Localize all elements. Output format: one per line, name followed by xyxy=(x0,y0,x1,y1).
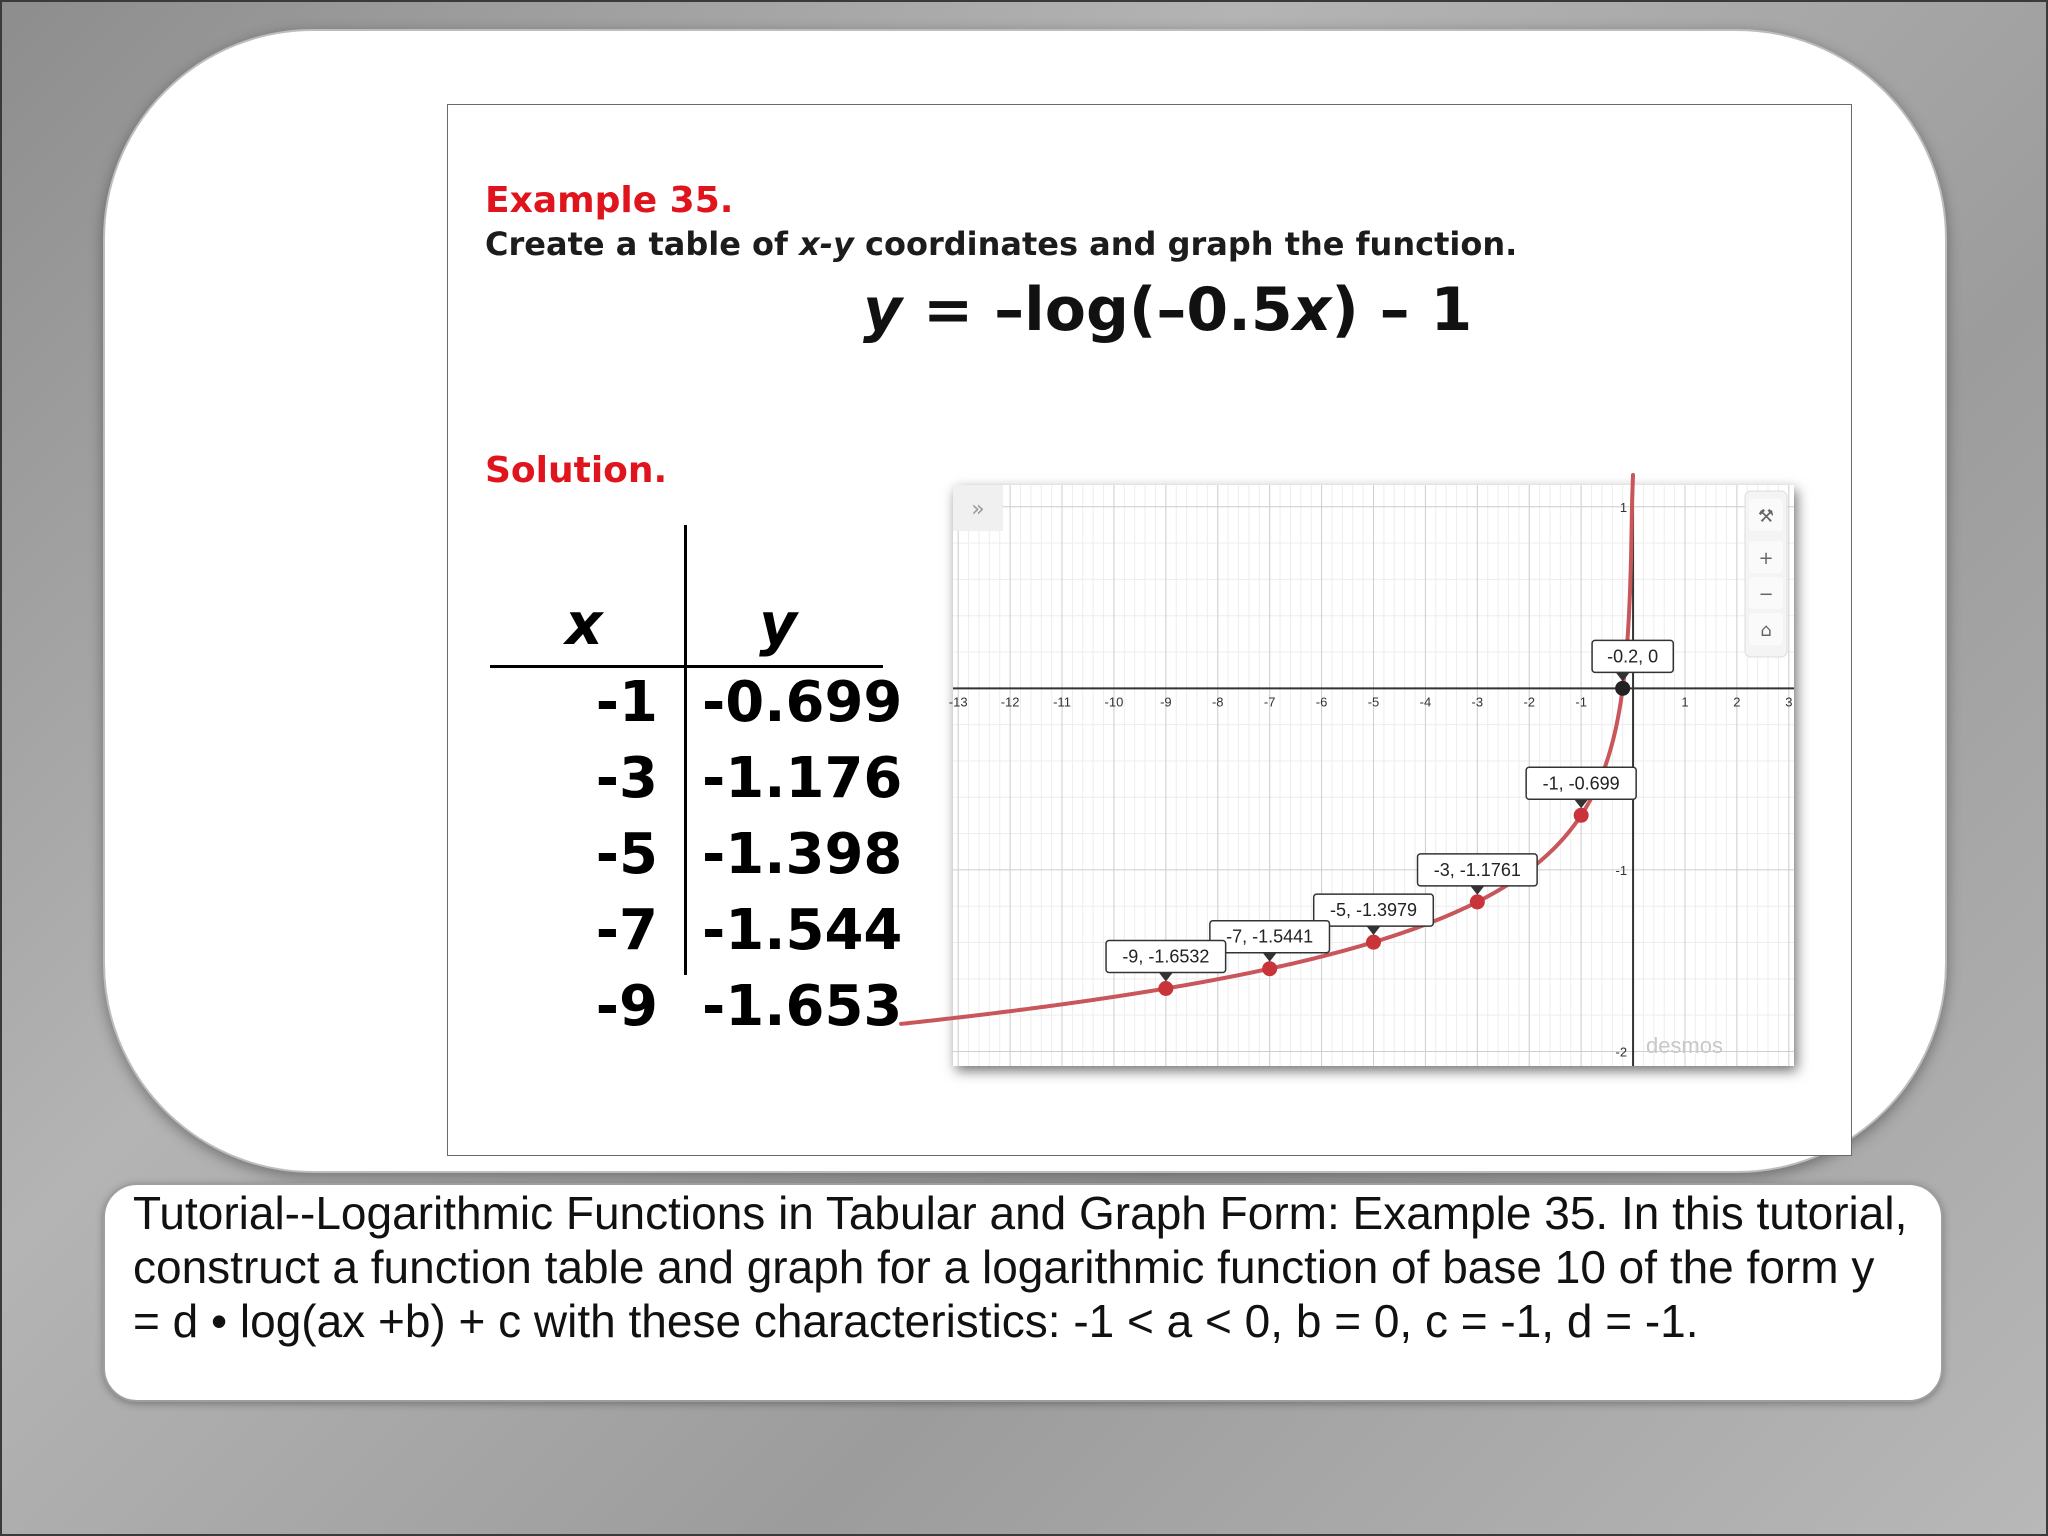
instruction-text xyxy=(485,225,1517,263)
point-label: -5, -1.3979 xyxy=(1329,900,1418,921)
table-row xyxy=(488,746,903,822)
table-cell-x: -5 xyxy=(595,822,658,887)
x-tick-label: -5 xyxy=(1367,694,1380,710)
instruction-pre: Create a table of xyxy=(485,225,800,263)
x-tick-label: -11 xyxy=(1053,694,1071,710)
x-tick-label: -10 xyxy=(1104,694,1124,710)
x-tick-label: -13 xyxy=(948,694,968,710)
x-tick-label: 1 xyxy=(1681,694,1689,710)
table-cell-y: -1.398 xyxy=(702,822,903,887)
table-header-y: y xyxy=(759,590,797,658)
x-tick-label: 3 xyxy=(1785,694,1793,710)
x-tick-label: -7 xyxy=(1263,694,1276,710)
equation-mid: = –log(–0.5 xyxy=(902,275,1293,345)
x-tick-label: -3 xyxy=(1471,694,1484,710)
home-icon: ⌂ xyxy=(1760,620,1772,641)
table-cell-y: -1.176 xyxy=(702,746,903,811)
slide-card xyxy=(103,29,1947,1173)
xy-table xyxy=(488,525,903,1039)
table-cell-x: -1 xyxy=(595,670,658,735)
x-tick-label: -1 xyxy=(1575,694,1587,710)
instruction-post: coordinates and graph the function. xyxy=(853,225,1518,263)
data-point xyxy=(1470,894,1485,909)
table-cell-x: -3 xyxy=(595,746,658,811)
function-graph[interactable] xyxy=(948,485,1794,1066)
instruction-xy: x-y xyxy=(799,225,854,263)
data-point xyxy=(1574,808,1589,823)
double-chevron-right-icon: » xyxy=(971,497,985,522)
y-tick-label: -1 xyxy=(1615,862,1628,878)
table-cell-y: -1.544 xyxy=(702,898,903,963)
minus-icon: − xyxy=(1758,584,1774,605)
x-intercept-point xyxy=(1615,681,1630,696)
example-title: Example 35. xyxy=(485,180,734,221)
table-row xyxy=(488,822,903,898)
data-point xyxy=(1158,981,1173,996)
equation-y: y xyxy=(863,275,903,345)
equation-post: ) – 1 xyxy=(1331,275,1473,345)
x-tick-label: 2 xyxy=(1733,694,1741,710)
table-header-x: x xyxy=(565,590,603,658)
point-label: -9, -1.6532 xyxy=(1122,946,1210,967)
x-tick-label: -4 xyxy=(1419,694,1432,710)
lesson-slide xyxy=(447,104,1852,1156)
point-label: -0.2, 0 xyxy=(1607,646,1659,667)
x-tick-label: -12 xyxy=(1000,694,1020,710)
wrench-icon: ⚒ xyxy=(1757,506,1775,527)
point-label: -7, -1.5441 xyxy=(1226,926,1314,947)
caption-text: Tutorial--Logarithmic Functions in Tabular and Graph Form: Example 35. In this tutorial, construct a function table and graph for a logarithmic function of base 10 of the form y = d • log(ax +b) + c with these characteristics: -1 < a < 0, b = 0, c = -1, d = -1. xyxy=(133,1187,1908,1347)
plus-icon: + xyxy=(1758,548,1774,569)
caption-box xyxy=(103,1183,1943,1402)
x-tick-label: -9 xyxy=(1160,694,1172,710)
y-tick-label: -2 xyxy=(1615,1044,1628,1060)
x-tick-label: -6 xyxy=(1315,694,1328,710)
x-tick-label: -8 xyxy=(1211,694,1224,710)
table-cell-y: -1.653 xyxy=(702,974,903,1039)
data-point xyxy=(1366,935,1381,950)
solution-label: Solution. xyxy=(485,450,668,491)
point-label: -3, -1.1761 xyxy=(1433,859,1521,880)
function-equation xyxy=(863,275,1472,345)
data-point xyxy=(1262,961,1277,976)
point-label: -1, -0.699 xyxy=(1542,773,1620,794)
table-cell-x: -7 xyxy=(595,898,658,963)
table-cell-y: -0.699 xyxy=(702,670,903,735)
equation-x: x xyxy=(1292,275,1332,345)
table-row xyxy=(488,898,903,974)
graph-panel[interactable] xyxy=(948,485,1794,1066)
x-tick-label: -2 xyxy=(1523,694,1536,710)
y-tick-label: 1 xyxy=(1619,499,1628,515)
table-row xyxy=(488,670,903,746)
table-row xyxy=(488,974,903,1050)
desmos-watermark: desmos xyxy=(1645,1033,1723,1058)
table-cell-x: -9 xyxy=(595,974,658,1039)
